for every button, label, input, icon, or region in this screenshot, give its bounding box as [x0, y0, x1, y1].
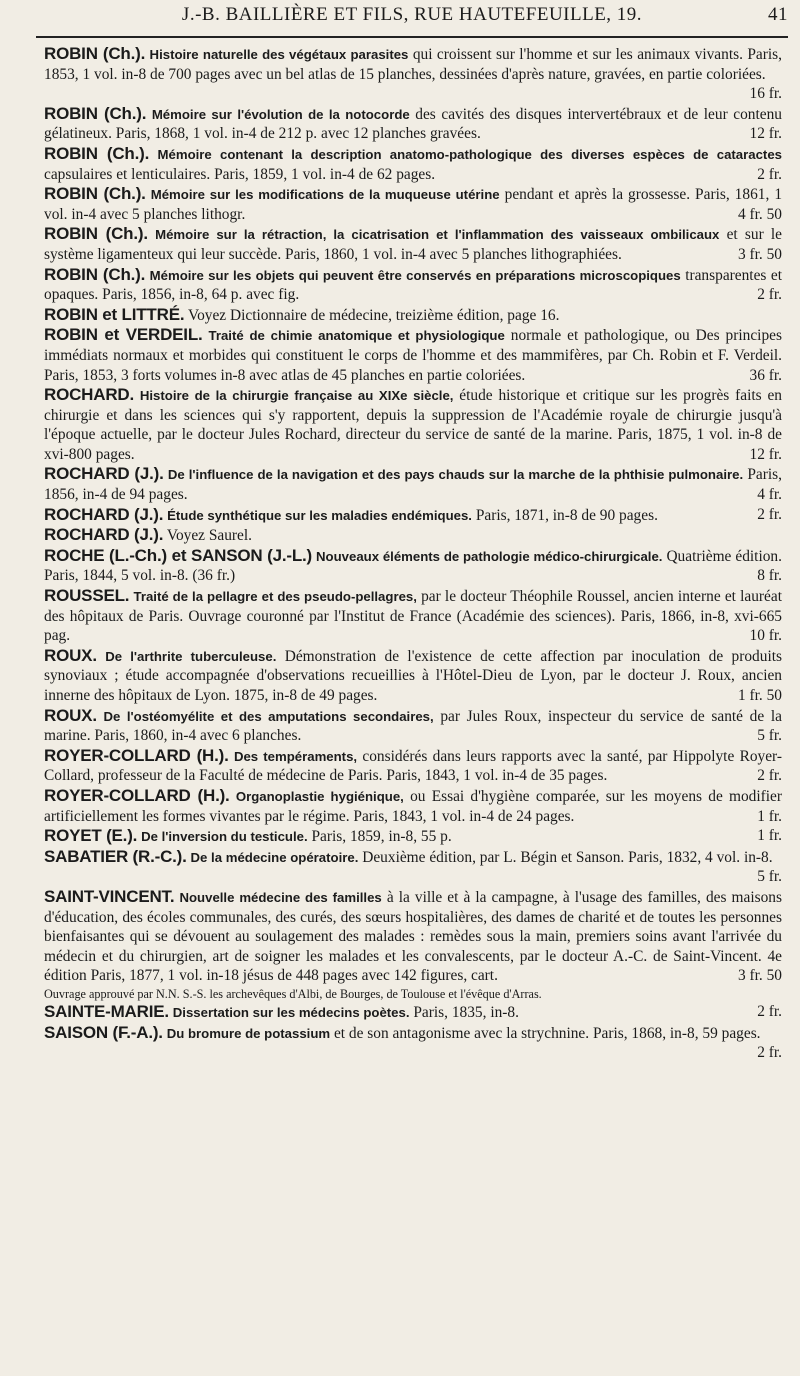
entry-price: 4 fr.	[757, 486, 782, 504]
entry-price: 16 fr.	[749, 85, 782, 103]
catalogue-entry	[44, 184, 782, 224]
entry-description: Paris, 1856, in-4 de 94 pages.	[44, 466, 782, 504]
catalogue-entry	[44, 44, 782, 104]
entry-author: ROBIN et VERDEIL.	[44, 325, 203, 345]
entry-description: Ouvrage approuvé par N.N. S.-S. les archevêques d'Albi, de Bourges, de Toulouse et l'évêque d'Arras.	[44, 986, 542, 1001]
catalogue-entry	[44, 986, 782, 1002]
header-rule	[36, 36, 788, 38]
entry-description: Quatrième édition. Paris, 1844, 5 vol. in-8. (36 fr.)	[44, 547, 782, 585]
entry-description: Paris, 1871, in-8 de 90 pages.	[475, 506, 658, 524]
entry-price: 5 fr.	[757, 727, 782, 745]
entry-author: ROBIN (Ch.).	[44, 143, 150, 163]
entry-author: ROCHE (L.-Ch.) et SANSON (J.-L.)	[44, 545, 313, 565]
catalogue-entry	[44, 464, 782, 504]
entry-author: ROYET (E.).	[44, 826, 138, 846]
catalogue-entry	[44, 224, 782, 264]
entry-title: Des tempéraments,	[233, 748, 358, 764]
entry-title: Mémoire contenant la description anatomo-pathologique des diverses espèces de cataractes	[157, 146, 782, 162]
entry-author: ROCHARD (J.).	[44, 525, 164, 545]
entry-title: Nouveaux éléments de pathologie médico-chirurgicale.	[316, 548, 663, 564]
entry-price: 1 fr. 50	[737, 687, 782, 704]
entry-author: ROCHARD (J.).	[44, 504, 164, 524]
entry-title: Organoplastie hygiénique,	[235, 788, 404, 804]
entry-author: ROUX.	[44, 705, 97, 725]
entry-title: De l'ostéomyélite et des amputations secondaires,	[103, 708, 434, 724]
catalogue-entry	[44, 887, 782, 986]
entry-title: Mémoire sur l'évolution de la notocorde	[151, 106, 410, 122]
entry-price: 12 fr.	[749, 125, 782, 143]
entry-description: à la ville et à la campagne, à l'usage des familles, des maisons d'éducation, des écoles communales, des curés, des sœurs hospitalières, des dames de charité et de toutes les personnes bienfaisantes qui se dévouent au soulagement des malades : remèdes sous la main, premiers soins avant l'arrivée du médecin et du chirurgien, art de soigner les malades et les convalescents, par le docteur A.-C. de Saint-Vincent. 4e édition Paris, 1877, 1 vol. in-18 jésus de 448 pages avec 142 figures, cart.	[44, 888, 782, 985]
entry-author: SAINT-VINCENT.	[44, 886, 175, 906]
entry-price: 8 fr.	[757, 567, 782, 585]
entry-description: normale et pathologique, ou Des principes immédiats normaux et morbides qui constituent le corps de l'homme et des mammifères, par Ch. Robin et F. Verdeil. Paris, 1853, 3 forts volumes in-8 avec atlas de 45 planches en partie coloriées.	[44, 327, 782, 384]
catalogue-entry	[44, 746, 782, 786]
header-title: J.-B. BAILLIÈRE ET FILS, RUE HAUTEFEUILLE, 19.	[181, 4, 643, 25]
entry-author: ROCHARD (J.).	[44, 464, 164, 484]
entry-title: Du bromure de potassium	[166, 1025, 331, 1041]
entry-price: 2 fr.	[757, 505, 782, 523]
entry-description: pendant et après la grossesse. Paris, 1861, 1 vol. in-4 avec 5 planches lithogr.	[44, 186, 783, 223]
entry-description: et sur le système ligamenteux qui leur succède. Paris, 1860, 1 vol. in-4 avec 5 planches lithographiées.	[44, 226, 782, 263]
catalogue-page	[22, 0, 800, 1376]
entry-price: 3 fr. 50	[737, 245, 782, 263]
catalogue-entry	[44, 826, 782, 847]
catalogue-entry	[44, 144, 782, 184]
entry-title: De l'influence de la navigation et des pays chauds sur la marche de la phthisie pulmonaire.	[167, 467, 744, 483]
entry-price: 2 fr.	[757, 1044, 782, 1062]
entry-description: Voyez Dictionnaire de médecine, treizième édition, page 16.	[187, 306, 560, 324]
entry-price: 3 fr. 50	[737, 967, 782, 985]
entry-author: ROUX.	[44, 645, 97, 665]
catalogue-entry	[44, 325, 782, 385]
running-header	[36, 4, 788, 34]
entry-title: De l'arthrite tuberculeuse.	[105, 648, 277, 664]
entry-price: 2 fr.	[757, 286, 782, 304]
entry-title: Mémoire sur les objets qui peuvent être conservés en préparations microscopiques	[149, 267, 681, 283]
catalogue-entry	[44, 586, 782, 646]
entry-author: ROBIN (Ch.).	[44, 103, 147, 123]
catalogue-entry	[44, 104, 782, 144]
catalogue-entry	[44, 546, 782, 586]
catalogue-entry	[44, 525, 782, 546]
catalogue-entry	[44, 847, 782, 887]
entry-author: ROYER-COLLARD (H.).	[44, 785, 230, 805]
catalogue-entry	[44, 385, 782, 464]
catalogue-entry	[44, 305, 782, 326]
entry-price: 4 fr. 50	[737, 205, 782, 223]
entry-price: 2 fr.	[757, 767, 782, 785]
entry-description: Voyez Saurel.	[166, 527, 253, 545]
entry-title: Mémoire sur la rétraction, la cicatrisation et l'inflammation des vaisseaux ombilicaux	[155, 227, 720, 243]
entry-author: SABATIER (R.-C.).	[44, 846, 187, 866]
catalogue-entry	[44, 1023, 782, 1063]
entry-author: ROYER-COLLARD (H.).	[44, 745, 229, 765]
entry-description: considérés dans leurs rapports avec la santé, par Hippolyte Royer-Collard, professeur de la Faculté de médecine de Paris. Paris, 1843, 1 vol. in-4 de 35 pages.	[44, 747, 782, 785]
catalogue-entry	[44, 265, 782, 305]
catalogue-entry	[44, 786, 782, 826]
entry-title: Traité de chimie anatomique et physiologique	[208, 328, 505, 344]
entry-title: Histoire naturelle des végétaux parasites	[149, 47, 409, 62]
entry-price: 2 fr.	[757, 165, 782, 183]
entry-description: des cavités des disques intervertébraux et de leur contenu gélatineux. Paris, 1868, 1 vol. in-4 de 212 p. avec 12 planches gravées.	[44, 105, 782, 143]
entry-description: Paris, 1859, in-8, 55 p.	[311, 828, 452, 846]
entry-description: transparentes et opaques. Paris, 1856, in-8, 64 p. avec fig.	[44, 266, 782, 304]
entry-author: ROBIN (Ch.).	[44, 224, 148, 244]
entry-price: 36 fr.	[749, 366, 782, 384]
entry-title: Étude synthétique sur les maladies endémiques.	[167, 507, 472, 523]
entry-price: 5 fr.	[757, 868, 782, 886]
entry-description: Paris, 1835, in-8.	[413, 1003, 519, 1021]
entry-price: 2 fr.	[757, 1002, 782, 1020]
entry-author: ROUSSEL.	[44, 586, 130, 606]
entry-description: ou Essai d'hygiène comparée, sur les moyens de modifier artificiellement les formes vivantes par le régime. Paris, 1843, 1 vol. in-4 de 24 pages.	[44, 787, 783, 825]
catalogue-entry	[44, 706, 782, 746]
entry-description: par le docteur Théophile Roussel, ancien interne et lauréat des hôpitaux de Paris. Ouvrage couronné par l'Institut de France (Académie des sciences). Paris, 1866, in-8, xvi-665 pag.	[44, 588, 782, 645]
entry-description: Démonstration de l'existence de cette affection par inoculation de produits synoviaux ; étude accompagnée d'observations recueillies à l'Hôtel-Dieu de Lyon, par le docteur J. Roux, ancien innerne des hôpitaux de Lyon. 1875, in-8 de 49 pages.	[44, 647, 782, 704]
entry-description: par Jules Roux, inspecteur du service de santé de la marine. Paris, 1860, in-4 avec 6 planches.	[44, 707, 782, 745]
entry-title: Histoire de la chirurgie française au XIXe siècle,	[139, 388, 454, 404]
entry-price: 1 fr.	[757, 827, 782, 845]
entry-title: De l'inversion du testicule.	[141, 829, 308, 845]
entry-author: ROBIN (Ch.).	[44, 44, 146, 63]
entry-description: Deuxième édition, par L. Bégin et Sanson. Paris, 1832, 4 vol. in-8.	[362, 848, 773, 866]
entry-title: Dissertation sur les médecins poètes.	[172, 1004, 410, 1020]
entry-description: qui croissent sur l'homme et sur les animaux vivants. Paris, 1853, 1 vol. in-8 de 700 pages avec un bel atlas de 15 planches, dessinées d'après nature, gravées, en partie coloriées.	[44, 46, 782, 83]
catalogue-entry	[44, 505, 782, 526]
entry-title: Traité de la pellagre et des pseudo-pellagres,	[133, 589, 417, 605]
entry-author: ROBIN et LITTRÉ.	[44, 304, 185, 324]
entry-author: ROCHARD.	[44, 385, 135, 405]
entries-list	[44, 44, 782, 1063]
entry-title: Nouvelle médecine des familles	[179, 889, 382, 905]
page-number: 41	[768, 4, 788, 25]
catalogue-entry	[44, 1002, 782, 1023]
entry-description: étude historique et critique sur les progrès faits en chirurgie et dans les sciences qui s'y rapportent, depuis la suppression de l'Académie royale de chirurgie jusqu'à l'époque actuelle, par le docteur Jules Rochard, directeur du service de santé de la marine. Paris, 1875, 1 vol. in-8 de xvi-800 pages.	[44, 387, 782, 463]
entry-author: ROBIN (Ch.).	[44, 264, 146, 284]
entry-price: 10 fr.	[749, 627, 782, 645]
entry-description: capsulaires et lenticulaires. Paris, 1859, 1 vol. in-4 de 62 pages.	[44, 165, 436, 183]
entry-author: SAISON (F.-A.).	[44, 1022, 163, 1042]
entry-title: Mémoire sur les modifications de la muqueuse utérine	[150, 187, 500, 203]
entry-author: SAINTE-MARIE.	[44, 1001, 169, 1021]
catalogue-entry	[44, 646, 782, 706]
entry-price: 12 fr.	[749, 445, 782, 463]
entry-title: De la médecine opératoire.	[190, 849, 359, 865]
entry-author: ROBIN (Ch.).	[44, 184, 146, 204]
entry-price: 1 fr.	[757, 807, 782, 825]
entry-description: et de son antagonisme avec la strychnine. Paris, 1868, in-8, 59 pages.	[333, 1024, 761, 1042]
